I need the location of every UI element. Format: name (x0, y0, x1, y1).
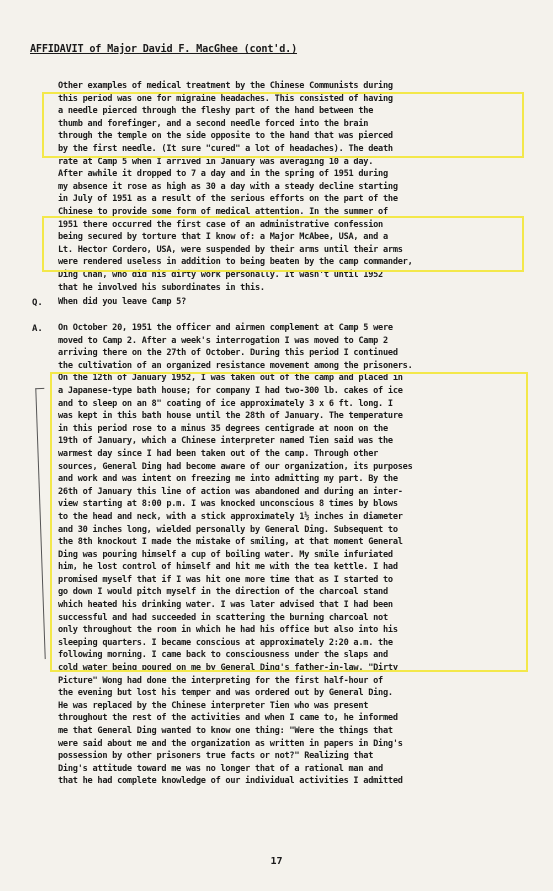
text-line: my absence it rose as high as 30 a day with a steady decline starting (58, 181, 398, 192)
text-line: 1951 there occurred the first case of an administrative confession (58, 219, 383, 230)
text-line: Lt. Hector Cordero, USA, were suspended by their arms until their arms (58, 244, 403, 255)
text-line: After awhile it dropped to 7 a day and in the spring of 1951 during (58, 169, 388, 180)
text-line: go down I would pitch myself in the direction of the charcoal stand (58, 587, 388, 598)
text-line: following morning. I came back to consciousness under the slaps and (58, 650, 388, 661)
text-line: successful and had succeeded in scattering the burning charcoal not (58, 612, 388, 623)
text-line: cold water being poured on me by General Ding's father-in-law. "Dirty (58, 663, 398, 674)
text-line: sleeping quarters. I became conscious at approximately 2:20 a.m. the (58, 637, 393, 648)
text-line: being secured by torture that I know of: a Major McAbee, USA, and a (58, 232, 388, 243)
text-line: On the 12th of January 1952, I was taken out of the camp and placed in (58, 373, 403, 384)
text-line: in this period rose to a minus 35 degrees centigrade at noon on the (58, 423, 388, 434)
text-line: the evening but lost his temper and was ordered out by General Ding. (58, 688, 393, 699)
text-line: and to sleep on an 8" coating of ice approximately 3 x 6 ft. long. I (58, 398, 393, 409)
text-line: thumb and forefinger, and a second needle forced into the brain (58, 118, 369, 129)
text-line: that he involved his subordinates in this. (58, 282, 265, 293)
text-line: to the head and neck, with a stick approximately 1½ inches in diameter (58, 511, 403, 522)
text-line: view starting at 8:00 p.m. I was knocked unconscious 8 times by blows (58, 499, 398, 510)
text-line: a needle pierced through the fleshy part of the hand between the (58, 106, 374, 117)
text-line: promised myself that if I was hit one more time that as I started to (58, 574, 393, 585)
text-line: the 8th knockout I made the mistake of smiling, at that moment General (58, 537, 403, 548)
text-line: were rendered useless in addition to being beaten by the camp commander, (58, 257, 413, 268)
text-line: him, he lost control of himself and hit me with the tea kettle. I had (58, 562, 398, 573)
text-line: by the first needle. (It sure "cured" a lot of headaches). The death (58, 143, 393, 154)
text-line: a Japanese-type bath house; for company I had two-300 lb. cakes of ice (58, 385, 403, 396)
question-text: When did you leave Camp 5? (58, 297, 187, 307)
text-line: Ding was pouring himself a cup of boiling water. My smile infuriated (58, 549, 393, 560)
text-line: me that General Ding wanted to know one thing: "Were the things that (58, 726, 393, 736)
text-line: Chinese to provide some form of medical attention. In the summer of (58, 206, 388, 217)
text-line: the cultivation of an organized resistance movement among the prisoners. (58, 360, 413, 371)
text-line: Other examples of medical treatment by the Chinese Communists during (58, 81, 393, 91)
text-line: were said about me and the organization as written in papers in Ding's (58, 738, 403, 749)
text-line: sources, General Ding had become aware of our organization, its purposes (58, 461, 413, 472)
text-line: He was replaced by the Chinese interpreter Tien who was present (58, 700, 369, 711)
text-line: On October 20, 1951 the officer and airmen complement at Camp 5 were (58, 323, 393, 333)
text-line: moved to Camp 2. After a week's interrogation I was moved to Camp 2 (58, 335, 388, 346)
text-line: Picture" Wong had done the interpreting for the first half-hour of (58, 675, 383, 686)
paragraph-medical-treatment (58, 80, 526, 294)
text-line: which heated his drinking water. I was later advised that I had been (58, 600, 393, 611)
text-line: Ding's attitude toward me was no longer that of a rational man and (58, 763, 383, 774)
text-line: 26th of January this line of action was abandoned and during an inter- (58, 486, 403, 497)
text-line: and 30 inches long, wielded personally by General Ding. Subsequent to (58, 524, 398, 535)
page-number: 17 (270, 856, 283, 867)
question-label: Q. (32, 298, 43, 308)
text-line: was kept in this bath house until the 28th of January. The temperature (58, 411, 403, 422)
text-line: in July of 1951 as a result of the serious efforts on the part of the (58, 194, 398, 205)
text-line: throughout the rest of the activities and when I came to, he informed (58, 713, 398, 724)
question-block (58, 296, 526, 309)
text-line: arriving there on the 27th of October. During this period I continued (58, 348, 398, 359)
text-line: rate at Camp 5 when I arrived in January was averaging 10 a day. (58, 156, 374, 167)
document-header: AFFIDAVIT of Major David F. MacGhee (cont'd.) (30, 44, 298, 55)
text-line: Ding Chan, who did his dirty work personally. It wasn't until 1952 (58, 269, 383, 280)
text-line: that he had complete knowledge of our individual activities I admitted (58, 776, 403, 787)
text-line: only throughout the room in which he had his office but also into his (58, 625, 398, 636)
text-line: this period was one for migraine headaches. This consisted of having (58, 93, 393, 104)
answer-label: A. (32, 324, 43, 334)
text-line: through the temple on the side opposite to the hand that was pierced (58, 131, 393, 142)
answer-block (58, 322, 526, 788)
text-line: possession by other prisoners true facts or not?" Realizing that (58, 751, 374, 762)
margin-bracket-mark (35, 388, 53, 659)
text-line: warmest day since I had been taken out of the camp. Through other (58, 448, 379, 459)
text-line: 19th of January, which a Chinese interpreter named Tien said was the (58, 436, 393, 447)
text-line: and work and was intent on freezing me into admitting my part. By the (58, 474, 398, 485)
